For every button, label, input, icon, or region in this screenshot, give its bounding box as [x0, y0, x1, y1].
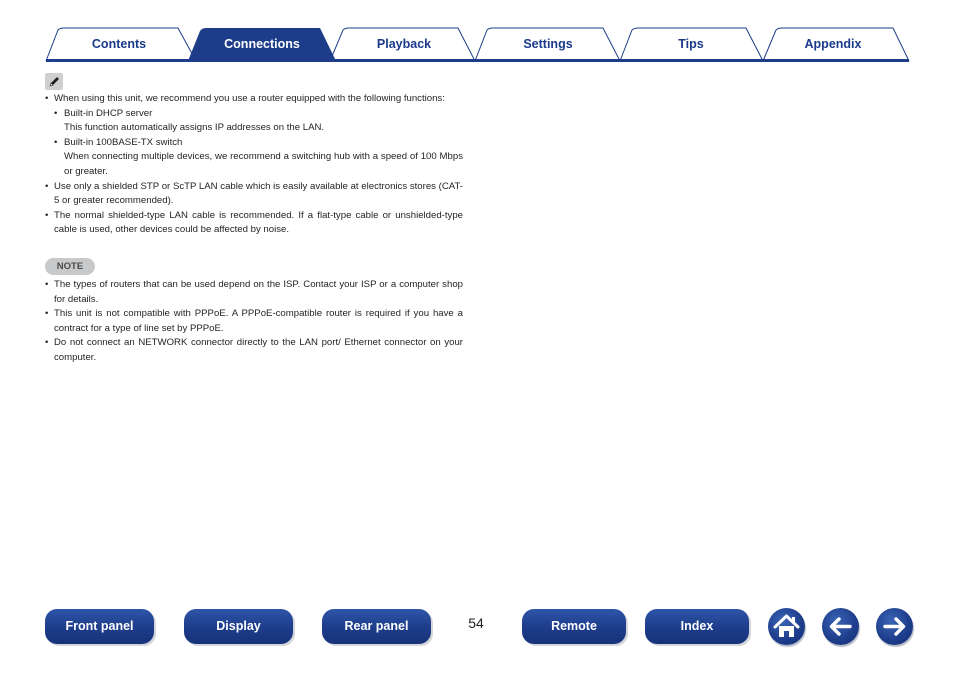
page-number: 54 [468, 615, 484, 631]
tab-bar [0, 0, 954, 64]
rear-panel-button[interactable]: Rear panel [322, 609, 431, 644]
remote-button[interactable]: Remote [522, 609, 626, 644]
tab-settings[interactable]: Settings [523, 37, 573, 51]
note-item-text: This unit is not compatible with PPPoE. A PPPoE-compatible router is required if you have a contract for a type of line set by PPPoE. [54, 308, 463, 334]
note-item-text: The types of routers that can be used depend on the ISP. Contact your ISP or a computer shop for details. [54, 279, 463, 305]
memo-list [45, 92, 463, 238]
router-function-item [54, 107, 463, 122]
forward-button[interactable] [876, 608, 913, 645]
arrow-left-icon [822, 608, 859, 645]
back-button[interactable] [822, 608, 859, 645]
router-function-item [54, 136, 463, 151]
note-item [45, 336, 463, 365]
note-item [45, 278, 463, 307]
memo-item-text: When using this unit, we recommend you use a router equipped with the following functions: [54, 93, 445, 104]
index-button[interactable]: Index [645, 609, 749, 644]
memo-item-text: The normal shielded-type LAN cable is recommended. If a flat-type cable or unshielded-type cable is used, other devices could be affected by noise. [54, 209, 463, 236]
note-item [45, 307, 463, 336]
memo-item [45, 92, 463, 180]
router-function-list [54, 107, 463, 180]
home-icon [768, 608, 805, 645]
memo-item-text: Use only a shielded STP or ScTP LAN cable which is easily available at electronics stores (CAT-5 or greater recommended). [54, 180, 463, 207]
display-button[interactable]: Display [184, 609, 293, 644]
tab-playback[interactable]: Playback [376, 37, 432, 51]
memo-item [45, 209, 463, 238]
front-panel-button[interactable]: Front panel [45, 609, 154, 644]
pencil-icon [45, 73, 63, 90]
tab-bar-outline [0, 0, 954, 64]
router-function-desc: When connecting multiple devices, we recommend a switching hub with a speed of 100 Mbps or greater. [64, 151, 463, 177]
note-item-text: Do not connect an NETWORK connector directly to the LAN port/ Ethernet connector on your computer. [54, 337, 463, 363]
tab-tips[interactable]: Tips [678, 37, 704, 51]
memo-item [45, 180, 463, 209]
arrow-right-icon [876, 608, 913, 645]
tab-connections[interactable]: Connections [224, 37, 300, 51]
note-list [45, 278, 463, 366]
router-function-title: Built-in DHCP server [64, 107, 153, 119]
tab-appendix[interactable]: Appendix [804, 37, 862, 51]
router-function-desc: This function automatically assigns IP addresses on the LAN. [64, 122, 325, 134]
tab-contents[interactable]: Contents [91, 37, 147, 51]
home-button[interactable] [768, 608, 805, 645]
note-badge: NOTE [45, 258, 95, 275]
router-function-title: Built-in 100BASE-TX switch [64, 136, 183, 148]
